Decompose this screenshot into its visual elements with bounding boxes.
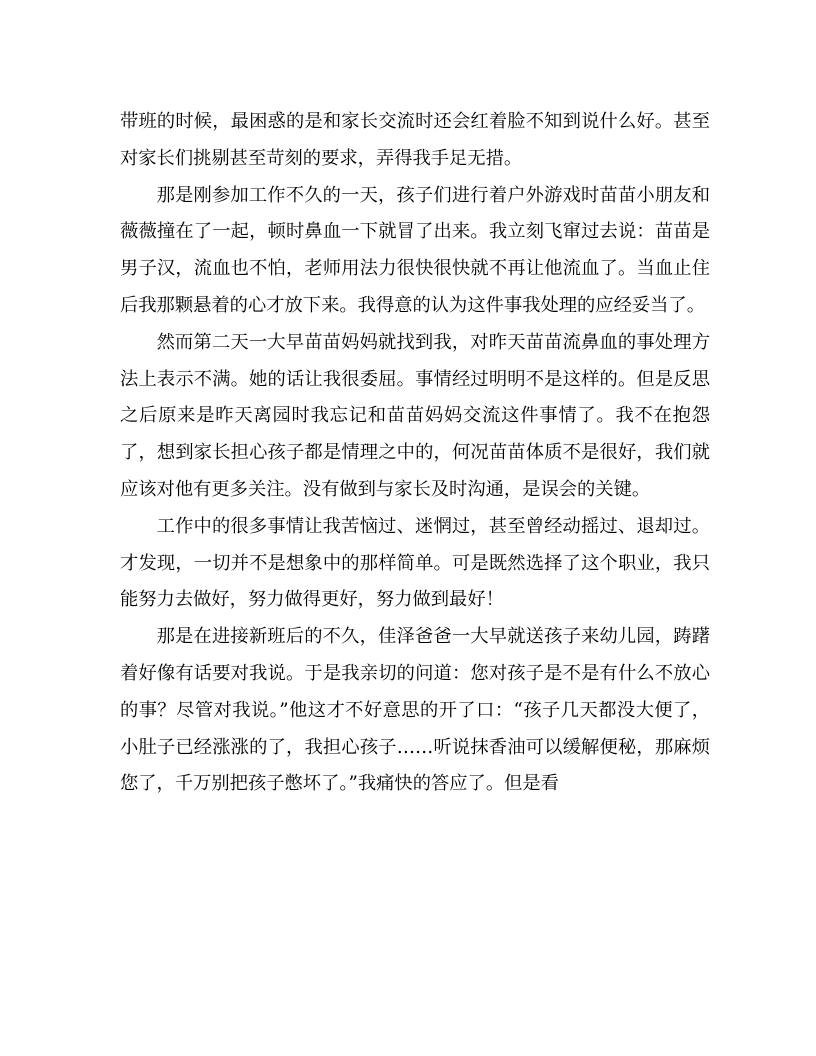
paragraph-3: 然而第二天一大早苗苗妈妈就找到我，对昨天苗苗流鼻血的事处理方法上表示不满。她的话让我很委屈。事情经过明明不是这样的。但是反思之后原来是昨天离园时我忘记和苗苗妈妈交流这件事情了。我不在抱怨了，想到家长担心孩子都是情理之中的，何况苗苗体质不是很好，我们就应该对他有更多关注。没有做到与家长及时沟通，是误会的关键。 bbox=[120, 331, 710, 500]
body-text bbox=[120, 104, 710, 803]
paragraph-2: 那是刚参加工作不久的一天，孩子们进行着户外游戏时苗苗小朋友和薇薇撞在了一起，顿时鼻血一下就冒了出来。我立刻飞窜过去说：苗苗是男子汉，流血也不怕，老师用法力很快很快就不再让他流血了。当血止住后我那颗悬着的心才放下来。我得意的认为这件事我处理的应经妥当了。 bbox=[120, 184, 710, 316]
paragraph-4: 工作中的很多事情让我苦恼过、迷惘过，甚至曾经动摇过、退却过。才发现，一切并不是想象中的那样简单。可是既然选择了这个职业，我只能努力去做好，努力做得更好，努力做到最好！ bbox=[120, 515, 710, 611]
paragraph-1: 带班的时候，最困惑的是和家长交流时还会红着脸不知到说什么好。甚至对家长们挑剔甚至苛刻的要求，弄得我手足无措。 bbox=[120, 111, 710, 169]
paragraph-5: 那是在进接新班后的不久，佳泽爸爸一大早就送孩子来幼儿园，踌躇着好像有话要对我说。于是我亲切的问道：您对孩子是不是有什么不放心的事？尽管对我说。”他这才不好意思的开了口：“孩子几天都没大便了，小肚子已经涨涨的了，我担心孩子……听说抹香油可以缓解便秘，那麻烦您了，千万别把孩子憋坏了。”我痛快的答应了。但是看 bbox=[120, 626, 710, 795]
